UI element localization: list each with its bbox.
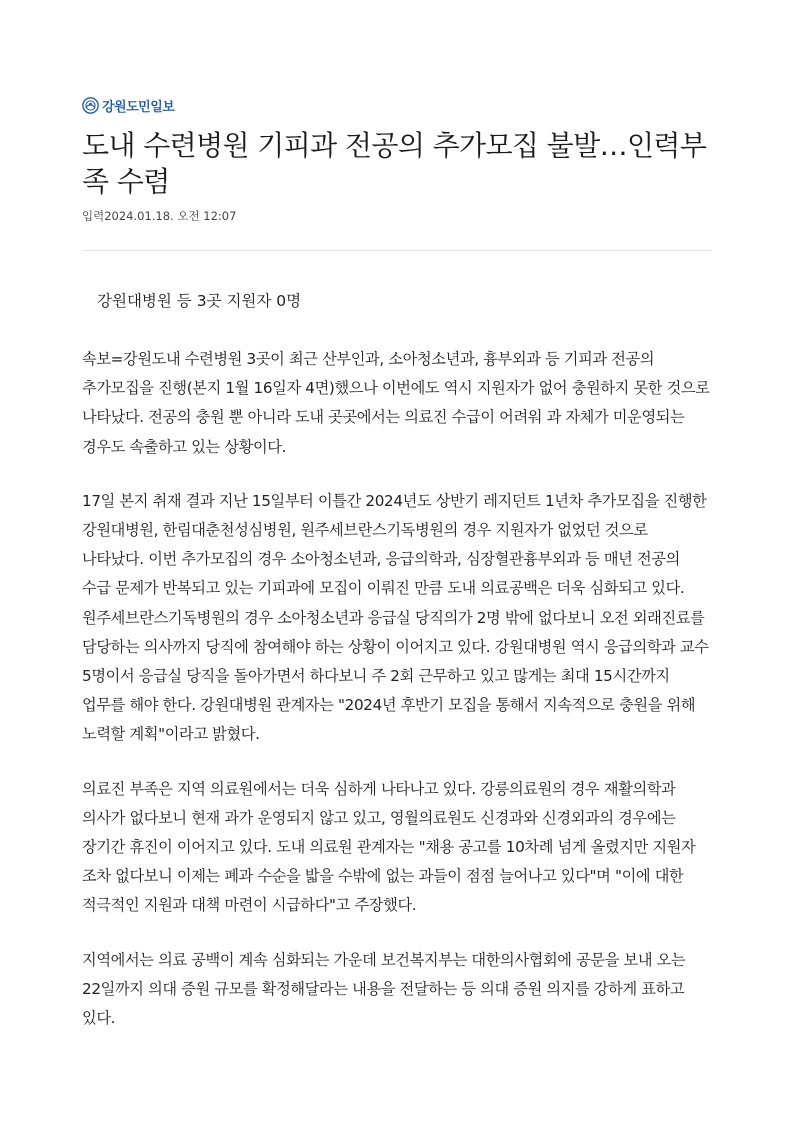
article-headline: 도내 수련병원 기피과 전공의 추가모집 불발…인력부족 수렴 bbox=[82, 129, 707, 198]
masthead-logo-text: 강원도민일보 bbox=[102, 99, 175, 115]
masthead-logo[interactable] bbox=[82, 92, 712, 118]
header-divider bbox=[82, 250, 712, 251]
article-paragraph-3: 의료진 부족은 지역 의료원에서는 더욱 심하게 나타나고 있다. 강릉의료원의 경우 재활의학과 의사가 없다보니 현재 과가 운영되지 않고 있고, 영월의료원도 신경과와 신경외과의 경우에는 장기간 휴진이 이어지고 있다. 도내 의료원 관계자는 "채용 공고를 10차례 넘게 올렸지만 지원자 조차 없다보니 이제는 폐과 수순을 밟을 수밖에 없는 과들이 점점 늘어나고 있다"며 "이에 대한 적극적인 지원과 대책 마련이 시급하다"고 주장했다. bbox=[82, 779, 696, 915]
article-subheading: 강원대병원 등 3곳 지원자 0명 bbox=[97, 292, 302, 310]
newspaper-emblem-icon bbox=[82, 97, 99, 114]
article-dateline: 입력2024.01.18. 오전 12:07 bbox=[82, 209, 237, 223]
article-page bbox=[82, 92, 712, 1033]
article-paragraph-4: 지역에서는 의료 공백이 계속 심화되는 가운데 보건복지부는 대한의사협회에 공문을 보내 오는 22일까지 의대 증원 규모를 확정해달라는 내용을 전달하는 등 의대 증원 의지를 강하게 표하고 있다. bbox=[82, 950, 686, 1028]
article-paragraph-2: 17일 본지 취재 결과 지난 15일부터 이틀간 2024년도 상반기 레지던트 1년차 추가모집을 진행한 강원대병원, 한림대춘천성심병원, 원주세브란스기독병원의 경우 지원자가 없었던 것으로 나타났다. 이번 추가모집의 경우 소아청소년과, 응급의학과, 심장혈관흉부외과 등 매년 전공의 수급 문제가 반복되고 있는 기피과에 모집이 이뤄진 만큼 도내 의료공백은 더욱 심화되고 있다. 원주세브란스기독병원의 경우 소아청소년과 응급실 당직의가 2명 밖에 없다보니 오전 외래진료를 담당하는 의사까지 당직에 참여해야 하는 상황이 이어지고 있다. 강원대병원 역시 응급의학과 교수 5명이서 응급실 당직을 돌아가면서 하다보니 주 2회 근무하고 있고 많게는 최대 15시간까지 업무를 해야 한다. 강원대병원 관계자는 "2024년 후반기 모집을 통해서 지속적으로 충원을 위해 노력할 계획"이라고 밝혔다. bbox=[82, 491, 709, 744]
article-paragraph-1: 속보=강원도내 수련병원 3곳이 최근 산부인과, 소아청소년과, 흉부외과 등 기피과 전공의 추가모집을 진행(본지 1월 16일자 4면)했으나 이번에도 역시 지원자가 없어 충원하지 못한 것으로 나타났다. 전공의 충원 뿐 아니라 도내 곳곳에서는 의료진 수급이 어려워 과 자체가 미운영되는 경우도 속출하고 있는 상황이다. bbox=[82, 350, 710, 456]
